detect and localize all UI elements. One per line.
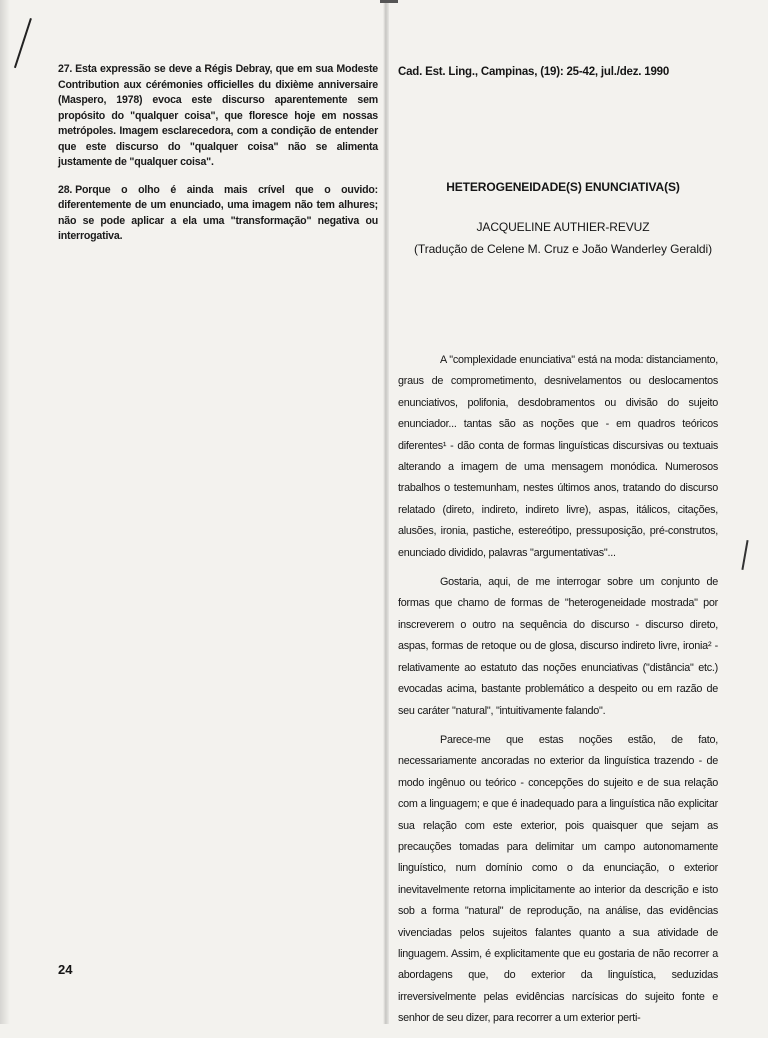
page-number: 24 [58,962,73,977]
body-paragraph-3: Parece-me que estas noções estão, de fato, necessariamente ancoradas no exterior da linguística trazendo - de modo ingênuo ou teórico - concepções do sujeito e de sua relação com a linguagem; e que é inadequado para a linguística não explicitar sua relação com este exterior, pois quaisquer que sejam as precauções tomadas para delimitar um campo autonomamente linguístico, num domínio como o da enunciação, o exterior inevitavelmente retorna implicitamente ao interior da descrição e isto sob a forma "natural" de reprodução, na análise, das evidências vivenciadas pelos sujeitos falantes quanto a sua atividade de linguagem. Assim, é explicitamente que eu gostaria de não recorrer a abordagens que, do exterior da linguística, seduzidas irreversivelmente pelas evidências narcísicas do sujeito fonte e senhor de seu dizer, para recorrer a um exterior perti- [398,733,718,1025]
footnote-text: Esta expressão se deve a Régis Debray, que em sua Modeste Contribution aux cérémonies officielles du dixième anniversaire (Maspero, 1978) evoca este discurso aparentemente sem propósito do "qualquer coisa", que floresce hoje em nossas metrópoles. Imagem esclarecedora, com a condição de entender que este discurso do "qualquer coisa" não se alimenta justamente de "qualquer coisa". [58,63,378,168]
margin-pen-mark [741,540,748,570]
journal-reference: Cad. Est. Ling., Campinas, (19): 25-42, jul./dez. 1990 [398,66,670,78]
body-paragraph-1: A "complexidade enunciativa" está na moda: distanciamento, graus de comprometimento, desnivelamentos ou deslocamentos enunciativos, polifonia, desdobramentos ou divisão do sujeito enunciador... tantas são as noções que - em quadros teóricos diferentes¹ - dão conta de formas linguísticas discursivas ou textuais alterando a imagem de uma mensagem monódica. Numerosos trabalhos o testemunham, nestes últimos anos, tratando do discurso relatado (direto, indireto, indireto livre), aspas, itálicos, citações, alusões, ironia, pastiche, estereótipo, pressuposição, pré-construtos, enunciado dividido, palavras "argumentativas"... [398,354,718,559]
footnote-27 [58,62,378,171]
spine-top-mark [380,0,398,8]
footnotes [58,62,378,257]
footnote-number: 28. [58,183,73,196]
article-title: HETEROGENEIDADE(S) ENUNCIATIVA(S) [446,180,680,194]
translation-credit: (Tradução de Celene M. Cruz e João Wanderley Geraldi) [414,242,712,256]
book-spine [383,0,389,1024]
footnote-text: Porque o olho é ainda mais crível que o ouvido: diferentemente de um enunciado, uma imagem não tem alhures; não se pode aplicar a ela uma "transformação" negativa ou interrogativa. [58,183,378,242]
page-shadow-left [0,0,10,1024]
body-paragraph-2: Gostaria, aqui, de me interrogar sobre um conjunto de formas que chamo de formas de "heterogeneidade mostrada" por inscreverem o outro na sequência do discurso - discurso direto, aspas, formas de retoque ou de glosa, discurso indireto livre, ironia² - relativamente ao estatuto das noções enunciativas ("distância" etc.) evocadas acima, bastante problemático a despeito ou em razão de seu caráter "natural", "intuitivamente falando". [398,576,718,717]
article-author: JACQUELINE AUTHIER-REVUZ [476,220,650,234]
footnote-28 [58,183,378,245]
footnote-number: 27. [58,63,73,75]
article-body [398,350,718,1038]
pen-mark [14,18,32,68]
